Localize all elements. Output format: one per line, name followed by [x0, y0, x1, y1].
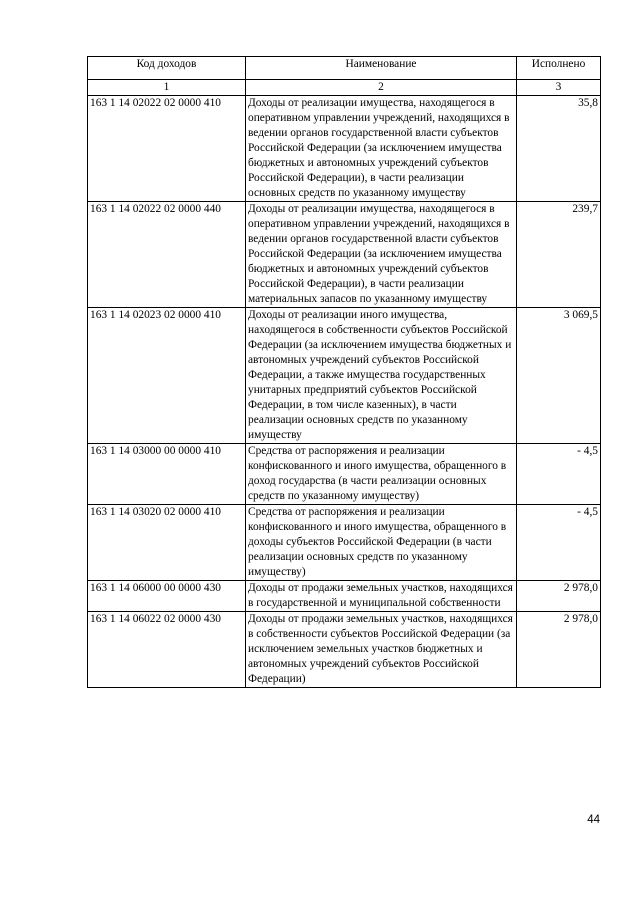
revenue-value: 239,7	[517, 202, 601, 308]
header-value: Исполнено	[517, 57, 601, 80]
revenue-name: Доходы от продажи земельных участков, находящихся в собственности субъектов Российской Федерации (за исключением земельных участков бюджетных и автономных учреждений субъектов Российской Федерации)	[246, 612, 517, 688]
revenue-value: 2 978,0	[517, 581, 601, 612]
table-row	[88, 202, 601, 308]
revenue-code: 163 1 14 03020 02 0000 410	[88, 505, 246, 581]
revenue-code: 163 1 14 06022 02 0000 430	[88, 612, 246, 688]
table-row	[88, 444, 601, 505]
column-number: 2	[246, 80, 517, 96]
page-number: 44	[587, 814, 600, 826]
revenue-value: 35,8	[517, 96, 601, 202]
revenue-code: 163 1 14 06000 00 0000 430	[88, 581, 246, 612]
header-code: Код доходов	[88, 57, 246, 80]
revenue-name: Доходы от реализации имущества, находящегося в оперативном управлении учреждений, находящихся в ведении органов государственной власти субъектов Российской Федерации (за исключением имущества бюджетных и автономных учреждений субъектов Российской Федерации), в части реализации основных средств по указанному имуществу	[246, 96, 517, 202]
table-row	[88, 612, 601, 688]
revenue-name: Доходы от реализации иного имущества, находящегося в собственности субъектов Российской Федерации (за исключением имущества бюджетных и автономных учреждений субъектов Российской Федерации, а также имущества государственных унитарных предприятий субъектов Российской Федерации, в том числе казенных), в части реализации основных средств по указанному имуществу	[246, 308, 517, 444]
table-row	[88, 96, 601, 202]
revenue-name: Средства от распоряжения и реализации конфискованного и иного имущества, обращенного в доходы субъектов Российской Федерации (в части реализации основных средств по указанному имуществу)	[246, 505, 517, 581]
header-name: Наименование	[246, 57, 517, 80]
revenue-table	[87, 56, 601, 688]
revenue-name: Доходы от продажи земельных участков, находящихся в государственной и муниципальной собственности	[246, 581, 517, 612]
revenue-code: 163 1 14 02022 02 0000 440	[88, 202, 246, 308]
revenue-value: 3 069,5	[517, 308, 601, 444]
revenue-code: 163 1 14 03000 00 0000 410	[88, 444, 246, 505]
column-number: 1	[88, 80, 246, 96]
revenue-name: Доходы от реализации имущества, находящегося в оперативном управлении учреждений, находящихся в ведении органов государственной власти субъектов Российской Федерации (за исключением имущества бюджетных и автономных учреждений субъектов Российской Федерации), в части реализации материальных запасов по указанному имуществу	[246, 202, 517, 308]
column-number: 3	[517, 80, 601, 96]
revenue-value: 2 978,0	[517, 612, 601, 688]
revenue-value: - 4,5	[517, 505, 601, 581]
revenue-code: 163 1 14 02023 02 0000 410	[88, 308, 246, 444]
column-number-row	[88, 80, 601, 96]
revenue-name: Средства от распоряжения и реализации конфискованного и иного имущества, обращенного в доход государства (в части реализации основных средств по указанному имуществу)	[246, 444, 517, 505]
table-header-row	[88, 57, 601, 80]
revenue-value: - 4,5	[517, 444, 601, 505]
revenue-code: 163 1 14 02022 02 0000 410	[88, 96, 246, 202]
table-row	[88, 308, 601, 444]
table-row	[88, 505, 601, 581]
table-row	[88, 581, 601, 612]
